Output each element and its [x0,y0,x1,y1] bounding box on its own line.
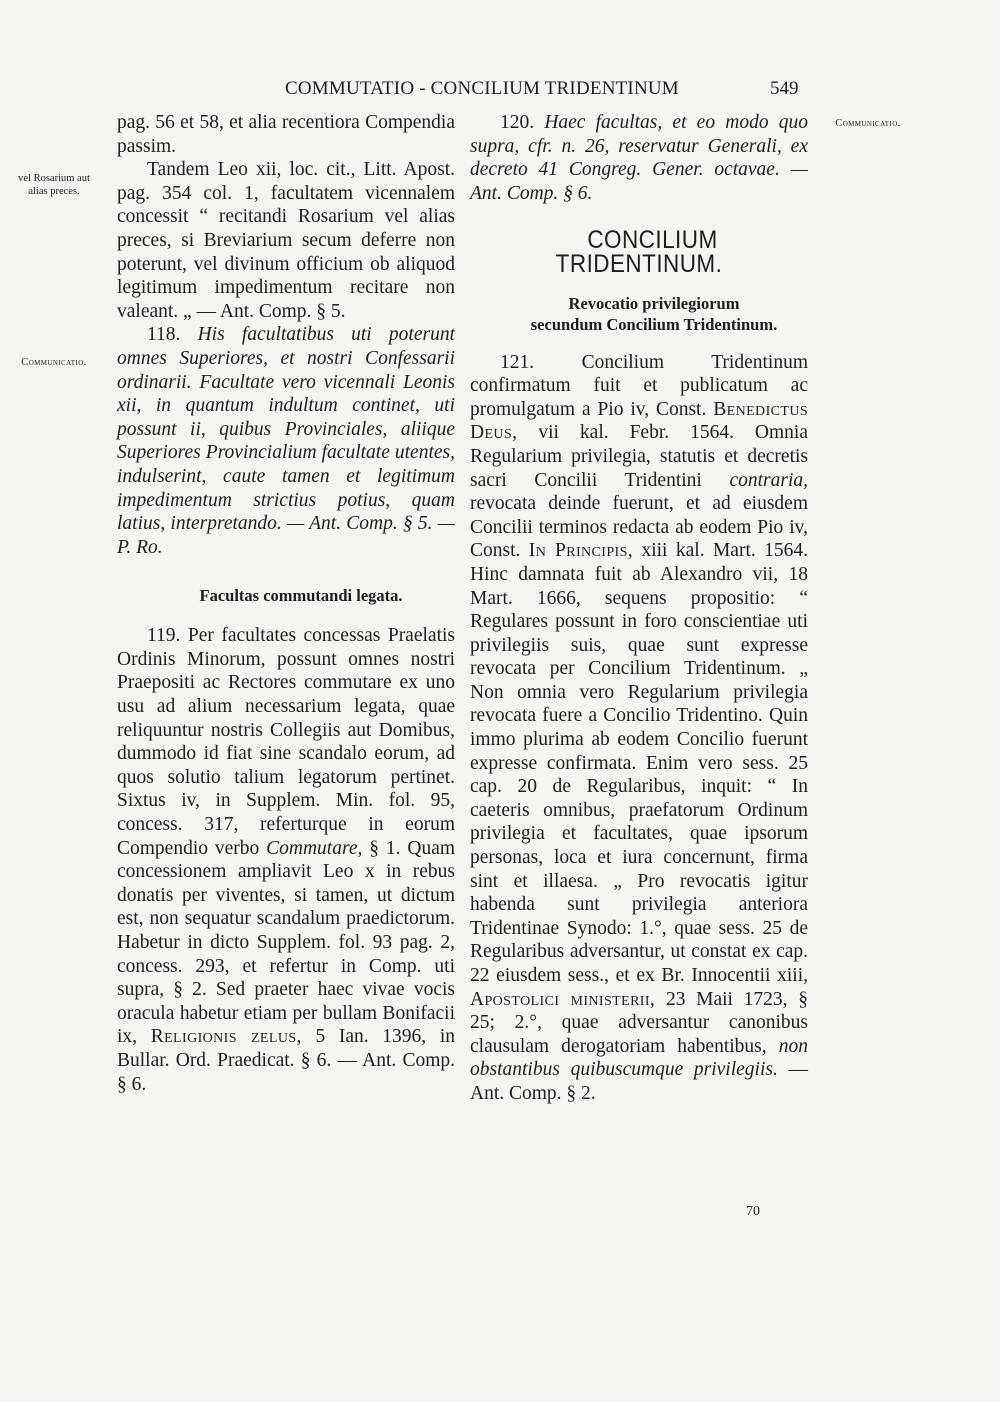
paragraph-continuation: pag. 56 et 58, et alia recentiora Compendia passim. [117,112,455,157]
subheading-line-1: Revocatio privilegiorum [568,293,740,313]
margin-note-rosarium: vel Rosarium aut alias preces. [18,173,90,197]
paragraph-121-it1: contraria, [729,469,808,491]
paragraph-119-end: 5 Ian. 1396, in Bullar. Ord. Praedicat. § 6. — Ant. Comp. § 6. [117,1026,455,1095]
page-number: 549 [770,78,799,99]
paragraph-121 [470,351,808,1106]
paragraph-120-number: 120. [500,112,535,133]
paragraph-118 [117,323,455,559]
section-heading-commutandi: Facultas commutandi legata. [199,586,403,606]
left-column [117,111,455,1096]
paragraph-121-c: revocata deinde fuerunt, et ad eiusdem Concilii terminos redacta ab eodem Pio iv, Const. [470,493,808,562]
margin-note-communicatio-right: Communicatio. [835,118,901,129]
right-column [470,111,808,1106]
paragraph-121-e: 23 Maii 1723, § 25; 2.°, quae adversantur canonibus clausulam derogatoriam habentibus, [470,988,809,1057]
paragraph-119-text: 119. Per facultates concessas Praelatis Ordinis Minorum, possunt omnes nostri Praepositi ac Rectores commutare ex uno usu ad alium necessarium legata, quae reliquuntur nostris Collegiis aut Domibus, dummodo id fiat sine scandalo eorum, ad quos solutio talium legatorum pertinet. Sixtus iv, in Supplem. Min. fol. 95, concess. 317, referturque in eorum Compendio verbo [117,625,455,859]
paragraph-121-sc1: Benedictus Deus, [470,398,809,444]
paragraph-119-rest: § 1. Quam concessionem ampliavit Leo x in rebus donatis per viventes, si tamen, ut dictum est, non sequatur scandalum praedictorum. Habetur in dicto Supplem. fol. 93 pag. 2, concess. 293, et refertur in Comp. uti supra, § 2. Sed praeter haec vivae vocis oracula habetur etiam per bullam Bonifacii ix, [117,837,456,1048]
paragraph-121-d: xiii kal. Mart. 1564. Hinc damnata fuit ab Alexandro vii, 18 Mart. 1666, sequens propositio: “ Regulares possunt in foro conscientiae uti privilegiis suis, quae sunt expresse revocata per Concilium Tridentinum. „ Non omnia vero Regularium privilegia revocata fuere a Concilio Tridentino. Quin immo plurima ab eodem Concilio fuerunt expresse confirmata. Enim vero sess. 25 cap. 20 de Regularibus, inquit: “ In caeteris omnibus, praefatorum Ordinum privilegia et facultates, quae ipsorum personas, loca et iura concernunt, firma sint et illaesa. „ Pro revocatis igitur habenda sunt privilegia anteriora Tridentinae Synodo: 1.°, quae sess. 25 de Regularibus adversantur, ut constat ex cap. 22 eiusdem sess., et ex Br. Innocentii xiii, [470,540,809,986]
paragraph-121-b: vii kal. Febr. 1564. Omnia Regularium privilegia, statutis et decretis sacri Concilii Tridentini [470,422,808,491]
paragraph-118-number: 118. [147,324,181,346]
paragraph-119-smallcaps: Religionis zelus, [150,1026,302,1048]
paragraph-120 [470,111,808,205]
signature-mark: 70 [746,1204,760,1219]
paragraph-119-italic: Commutare, [266,837,363,859]
paragraph-leo-xii: Tandem Leo xii, loc. cit., Litt. Apost. pag. 354 col. 1, facultatem vicennalem concessit “ recitandi Rosarium vel alias preces, si Breviarium secum deferre non poterunt, vel divinum officium ob aliquod legitimum impedimentum recitare non valeant. „ — Ant. Comp. § 5. [117,159,455,322]
paragraph-118-text: His facultatibus uti poterunt omnes Superiores, et nostri Confessarii ordinarii. Facultate vero vicennali Leonis xii, in quantum indultum continet, uti possunt ii, quibus Provinciales, aliique Superiores Provincialium facultate utentes, indulserint, caute tamen et legitimum impedimentum strictius potius, quam latius, interpretando. — Ant. Comp. § 5. — P. Ro. [117,324,455,558]
paragraph-121-it2: non obstantibus quibuscumque privilegiis. [470,1035,808,1081]
section-heading-concilium: CONCILIUM TRIDENTINUM. [555,226,723,278]
running-title: COMMUTATIO - CONCILIUM TRIDENTINUM [285,78,679,99]
paragraph-121-f: — Ant. Comp. § 2. [470,1059,808,1104]
paragraph-120-text: Haec facultas, et eo modo quo supra, cfr. n. 26, reservatur Generali, ex decreto 41 Congreg. Gener. octavae. — Ant. Comp. § 6. [470,112,809,204]
paragraph-119 [117,624,455,1096]
paragraph-121-a: 121. Concilium Tridentinum confirmatum fuit et publicatum ac promulgatum a Pio iv, Const. [470,351,808,420]
paragraph-121-sc2: In Principis, [528,540,634,562]
subheading-line-2: secundum Concilium Tridentinum. [530,314,778,334]
margin-note-communicatio-left: Communicatio. [21,357,87,368]
paragraph-121-sc3: Apostolici ministerii, [470,988,656,1010]
